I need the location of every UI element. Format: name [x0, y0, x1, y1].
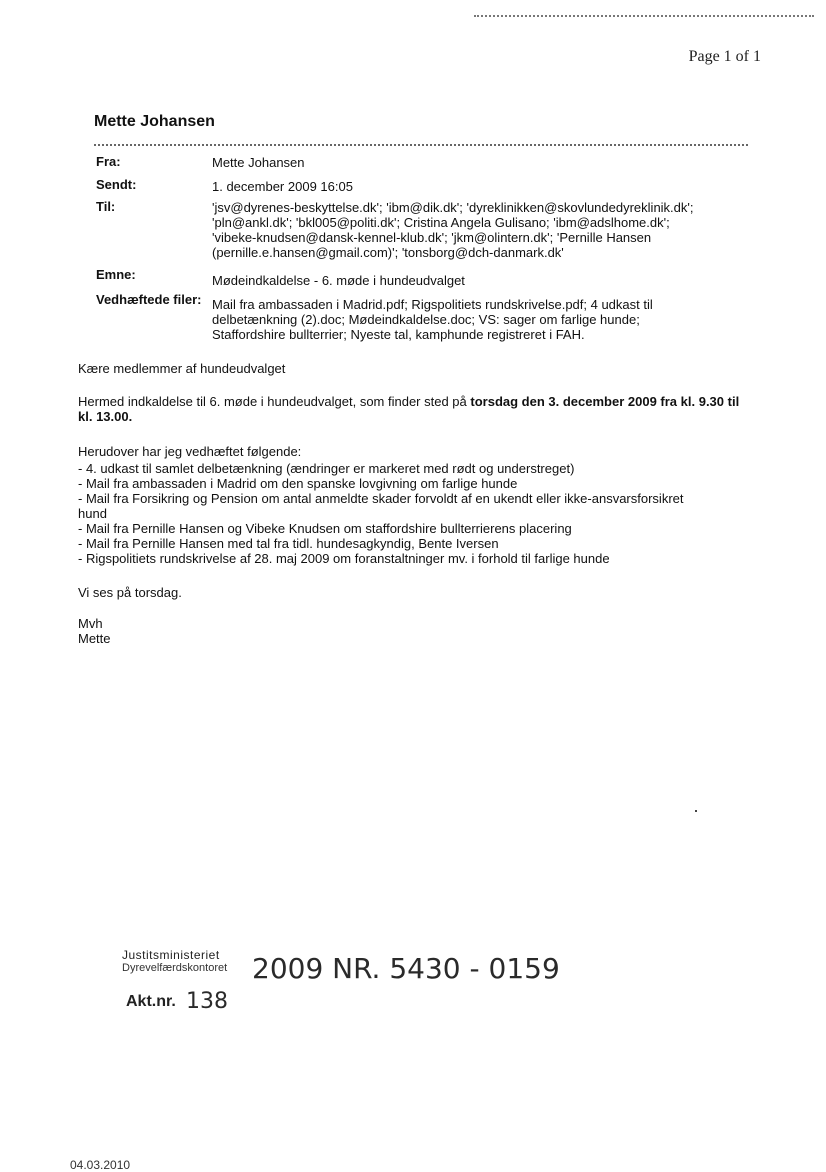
list-item: - Rigspolitiets rundskrivelse af 28. maj 2009 om foranstaltninger mv. i forhold til farlige hunde	[78, 551, 610, 566]
to-line: (pernille.e.hansen@gmail.com)'; 'tonsborg@dch-danmark.dk'	[212, 245, 564, 260]
attachments-label: Vedhæftede filer:	[96, 292, 202, 307]
intro-text: Hermed indkaldelse til 6. møde i hundeudvalget, som finder sted på	[78, 394, 471, 409]
signature-name: Mette	[78, 631, 111, 646]
to-line: 'pln@ankl.dk'; 'bkl005@politi.dk'; Cristina Angela Gulisano; 'ibm@adslhome.dk';	[212, 215, 670, 230]
footer-date: 04.03.2010	[70, 1158, 131, 1172]
handwritten-case-number	[250, 948, 560, 985]
page-number: Page 1 of 1	[688, 48, 761, 65]
to-value	[212, 200, 752, 260]
list-item: - Mail fra Forsikring og Pension om antal anmeldte skader forvoldt af en ukendt eller ikke-ansvarsforsikret	[78, 491, 684, 506]
sign-off: Mvh	[78, 616, 103, 631]
sent-value: 1. december 2009 16:05	[212, 179, 353, 194]
from-value: Mette Johansen	[212, 155, 305, 170]
attachment-line: Staffordshire bullterrier; Nyeste tal, kamphunde registreret i FAH.	[212, 327, 585, 342]
sent-label: Sendt:	[96, 177, 137, 192]
list-item: - 4. udkast til samlet delbetænkning (ændringer er markeret med rødt og understreget)	[78, 461, 575, 476]
intro-paragraph	[78, 394, 748, 424]
to-line: 'vibeke-knudsen@dansk-kennel-klub.dk'; 'jkm@olintern.dk'; 'Pernille Hansen	[212, 230, 652, 245]
scan-speck	[695, 810, 697, 812]
closing-line: Vi ses på torsdag.	[78, 585, 182, 600]
case-number-text: 2009 NR. 5430 - 0159	[252, 952, 560, 985]
top-dotted-rule	[474, 15, 814, 17]
akt-number-text: 138	[186, 989, 228, 1014]
email-sender-heading: Mette Johansen	[94, 113, 215, 130]
attachment-line: Mail fra ambassaden i Madrid.pdf; Rigspolitiets rundskrivelse.pdf; 4 udkast til	[212, 297, 653, 312]
meeting-time: torsdag den 3. december 2009 fra kl. 9.30 til kl. 13.00.	[78, 394, 740, 424]
to-line: 'jsv@dyrenes-beskyttelse.dk'; 'ibm@dik.dk'; 'dyreklinikken@skovlundedyreklinik.dk';	[212, 200, 694, 215]
stamp-ministry: Justitsministeriet	[122, 948, 220, 962]
subject-label: Emne:	[96, 267, 136, 282]
list-item: - Mail fra Pernille Hansen med tal fra tidl. hundesagkyndig, Bente Iversen	[78, 536, 499, 551]
handwritten-akt-number	[184, 984, 244, 1014]
greeting: Kære medlemmer af hundeudvalget	[78, 361, 286, 376]
attachments-list	[78, 461, 758, 566]
header-divider	[94, 144, 748, 146]
attachments-value	[212, 297, 752, 342]
attachment-line: delbetænkning (2).doc; Mødeindkaldelse.doc; VS: sager om farlige hunde;	[212, 312, 640, 327]
attachments-intro: Herudover har jeg vedhæftet følgende:	[78, 444, 302, 459]
list-item: hund	[78, 506, 107, 521]
stamp-office: Dyrevelfærdskontoret	[122, 962, 228, 974]
subject-value: Mødeindkaldelse - 6. møde i hundeudvalget	[212, 273, 465, 288]
stamp-akt-label: Akt.nr.	[126, 993, 176, 1010]
list-item: - Mail fra ambassaden i Madrid om den spanske lovgivning om farlige hunde	[78, 476, 518, 491]
list-item: - Mail fra Pernille Hansen og Vibeke Knudsen om staffordshire bullterrierens placering	[78, 521, 572, 536]
to-label: Til:	[96, 199, 116, 214]
from-label: Fra:	[96, 154, 121, 169]
registry-stamp	[122, 948, 560, 1023]
